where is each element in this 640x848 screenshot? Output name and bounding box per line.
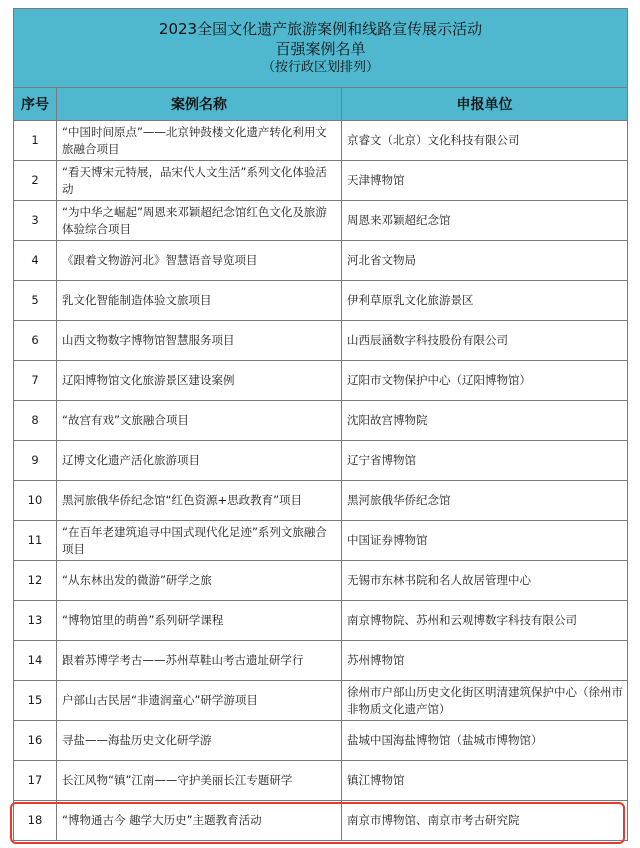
- header-unit: 申报单位: [342, 88, 628, 121]
- case-name: 辽阳博物馆文化旅游景区建设案例: [57, 361, 342, 401]
- row-number: 11: [14, 521, 57, 561]
- title-line-1: 2023全国文化遗产旅游案例和线路宣传展示活动: [158, 20, 483, 38]
- applicant-unit: 黑河旅俄华侨纪念馆: [342, 481, 628, 521]
- header-name: 案例名称: [57, 88, 342, 121]
- row-number: 10: [14, 481, 57, 521]
- table-row: [14, 601, 628, 641]
- case-name: “中国时间原点”——北京钟鼓楼文化遗产转化利用文旅融合项目: [57, 121, 342, 161]
- applicant-unit: 徐州市户部山历史文化街区明清建筑保护中心（徐州市非物质文化遗产馆）: [342, 681, 628, 721]
- applicant-unit: 南京博物院、苏州和云观博数字科技有限公司: [342, 601, 628, 641]
- row-number: 9: [14, 441, 57, 481]
- case-name: 乳文化智能制造体验文旅项目: [57, 281, 342, 321]
- case-name: “在百年老建筑追寻中国式现代化足迹”系列文旅融合项目: [57, 521, 342, 561]
- row-number: 16: [14, 721, 57, 761]
- applicant-unit: 天津博物馆: [342, 161, 628, 201]
- header-num: 序号: [14, 88, 57, 121]
- case-name: “从东林出发的微游”研学之旅: [57, 561, 342, 601]
- table-row: [14, 681, 628, 721]
- case-name: “为中华之崛起”周恩来邓颖超纪念馆红色文化及旅游体验综合项目: [57, 201, 342, 241]
- case-name: 辽博文化遗产活化旅游项目: [57, 441, 342, 481]
- table-row: [14, 201, 628, 241]
- row-number: 6: [14, 321, 57, 361]
- case-name: 山西文物数字博物馆智慧服务项目: [57, 321, 342, 361]
- table-row: [14, 361, 628, 401]
- table-row: [14, 801, 628, 841]
- row-number: 4: [14, 241, 57, 281]
- applicant-unit: 河北省文物局: [342, 241, 628, 281]
- applicant-unit: 山西辰涵数字科技股份有限公司: [342, 321, 628, 361]
- table-row: [14, 761, 628, 801]
- applicant-unit: 苏州博物馆: [342, 641, 628, 681]
- case-name: 户部山古民居“非遗润童心”研学游项目: [57, 681, 342, 721]
- table-row: [14, 641, 628, 681]
- row-number: 5: [14, 281, 57, 321]
- applicant-unit: 伊利草原乳文化旅游景区: [342, 281, 628, 321]
- case-name: 《跟着文物游河北》智慧语音导览项目: [57, 241, 342, 281]
- table-row: [14, 121, 628, 161]
- table-title-block: [14, 9, 628, 88]
- table-row: [14, 281, 628, 321]
- table-row: [14, 481, 628, 521]
- row-number: 8: [14, 401, 57, 441]
- row-number: 12: [14, 561, 57, 601]
- applicant-unit: 南京市博物馆、南京市考古研究院: [342, 801, 628, 841]
- table-row: [14, 241, 628, 281]
- applicant-unit: 辽阳市文物保护中心（辽阳博物馆）: [342, 361, 628, 401]
- row-number: 13: [14, 601, 57, 641]
- applicant-unit: 无锡市东林书院和名人故居管理中心: [342, 561, 628, 601]
- case-name: 寻盐——海盐历史文化研学游: [57, 721, 342, 761]
- case-name: “博物通古今 趣学大历史”主题教育活动: [57, 801, 342, 841]
- case-list-sheet: [13, 8, 627, 841]
- table-row: [14, 321, 628, 361]
- table-row: [14, 561, 628, 601]
- case-name: 长江风物“镇”江南——守护美丽长江专题研学: [57, 761, 342, 801]
- case-name: “看天博宋元特展，品宋代人文生活”系列文化体验活动: [57, 161, 342, 201]
- case-name: 黑河旅俄华侨纪念馆“红色资源+思政教育”项目: [57, 481, 342, 521]
- table-row: [14, 441, 628, 481]
- row-number: 7: [14, 361, 57, 401]
- row-number: 18: [14, 801, 57, 841]
- case-name: “博物馆里的萌兽”系列研学课程: [57, 601, 342, 641]
- applicant-unit: 辽宁省博物馆: [342, 441, 628, 481]
- applicant-unit: 京睿文（北京）文化科技有限公司: [342, 121, 628, 161]
- applicant-unit: 中国证券博物馆: [342, 521, 628, 561]
- row-number: 15: [14, 681, 57, 721]
- table-row: [14, 401, 628, 441]
- applicant-unit: 沈阳故宫博物院: [342, 401, 628, 441]
- table-row: [14, 161, 628, 201]
- applicant-unit: 盐城中国海盐博物馆（盐城市博物馆）: [342, 721, 628, 761]
- applicant-unit: 周恩来邓颖超纪念馆: [342, 201, 628, 241]
- title-line-2: 百强案例名单: [275, 40, 366, 58]
- row-number: 2: [14, 161, 57, 201]
- row-number: 1: [14, 121, 57, 161]
- row-number: 14: [14, 641, 57, 681]
- case-name: 跟着苏博学考古——苏州草鞋山考古遗址研学行: [57, 641, 342, 681]
- case-table: [13, 8, 628, 841]
- column-header-row: [14, 88, 628, 121]
- case-name: “故宫有戏”文旅融合项目: [57, 401, 342, 441]
- row-number: 17: [14, 761, 57, 801]
- title-line-3: （按行政区划排列）: [261, 60, 379, 75]
- table-row: [14, 721, 628, 761]
- applicant-unit: 镇江博物馆: [342, 761, 628, 801]
- row-number: 3: [14, 201, 57, 241]
- table-row: [14, 521, 628, 561]
